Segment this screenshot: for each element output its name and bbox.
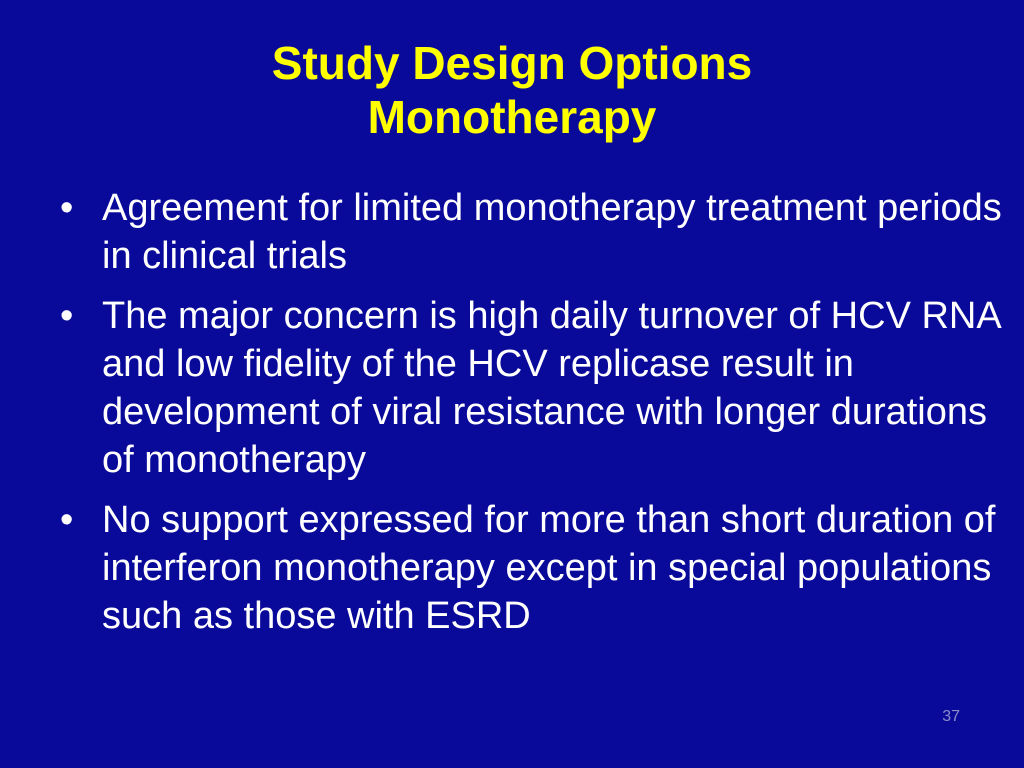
page-number: 37 xyxy=(942,708,960,725)
bullet-point-icon: • xyxy=(60,295,74,337)
bullet-point-icon: • xyxy=(60,499,74,541)
bullet-item xyxy=(56,496,1016,640)
title-line-1: Study Design Options xyxy=(271,37,753,89)
bullet-point-icon: • xyxy=(60,187,74,229)
slide-title xyxy=(0,36,1024,144)
bullet-text: No support expressed for more than short duration of interferon monotherapy except in special populations such as those with ESRD xyxy=(102,499,996,637)
title-line-2: Monotherapy xyxy=(367,91,657,143)
bullet-text: Agreement for limited monotherapy treatment periods in clinical trials xyxy=(102,187,1002,277)
bullet-item xyxy=(56,292,1016,484)
bullet-item xyxy=(56,184,1016,280)
bullet-list xyxy=(56,184,1016,652)
bullet-text: The major concern is high daily turnover of HCV RNA and low fidelity of the HCV replicase result in development of viral resistance with longer durations of monotherapy xyxy=(102,295,1000,481)
